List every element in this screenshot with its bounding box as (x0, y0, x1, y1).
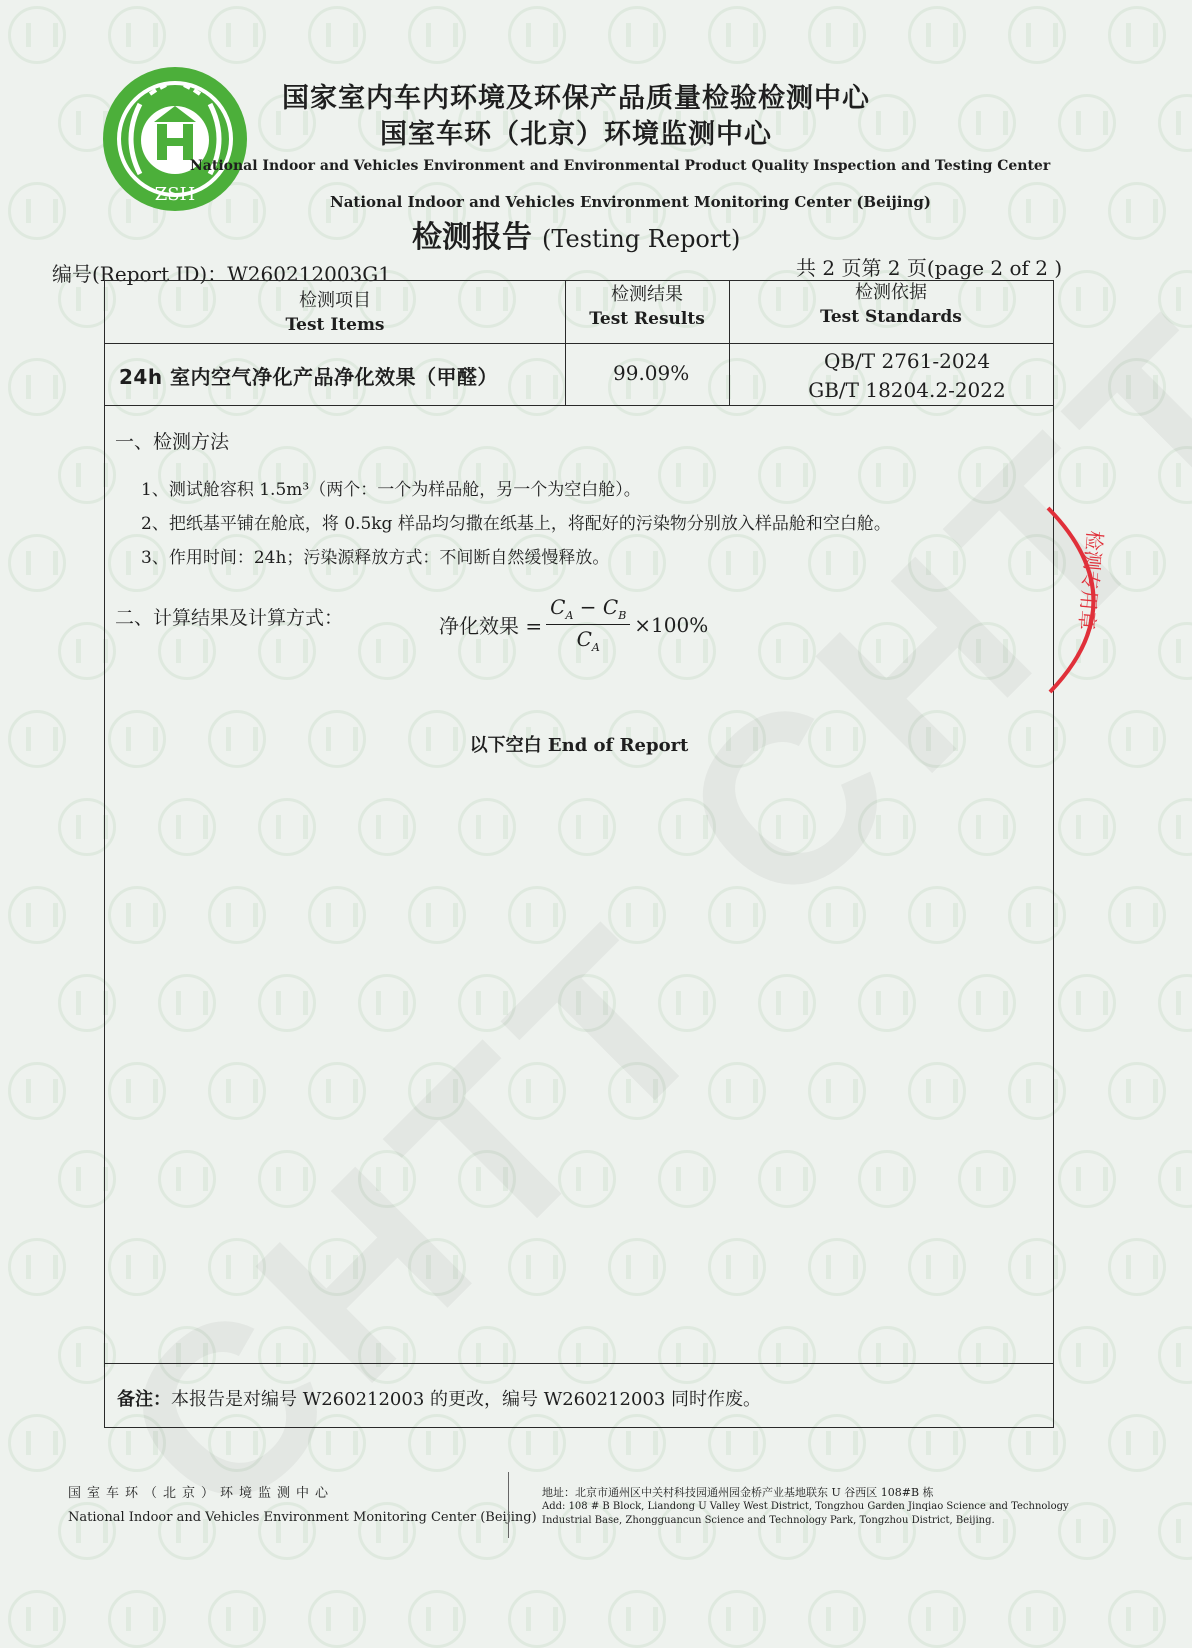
watermark-seal-icon (708, 1590, 766, 1648)
watermark-seal-icon (108, 1590, 166, 1648)
footer-address-en: Add: 108 # B Block, Liandong U Valley West District, Tongzhou Garden Jinqiao Science and Technology Industrial Base, Zhongguancun Science and Technology Park, Tongzhou District, Beijing. (542, 1501, 1069, 1526)
watermark-seal-icon (1058, 94, 1116, 152)
watermark-seal-icon (908, 1590, 966, 1648)
watermark-seal-icon (1058, 1150, 1116, 1208)
watermark-seal-icon (8, 358, 66, 416)
header-label-cn: 检测项目 (299, 290, 371, 311)
watermark-seal-icon (1158, 446, 1192, 504)
watermark-seal-icon (1058, 974, 1116, 1032)
inspection-seal (1038, 500, 1124, 700)
watermark-seal-icon (908, 182, 966, 240)
formula-denominator (577, 625, 600, 654)
watermark-seal-icon (808, 1590, 866, 1648)
header-label-cn: 检测依据 (855, 282, 927, 303)
watermark-seal-icon (1158, 622, 1192, 680)
formula-fraction (546, 595, 630, 654)
watermark-seal-icon (8, 886, 66, 944)
watermark-seal-icon (508, 1590, 566, 1648)
watermark-seal-icon (308, 6, 366, 64)
footer-address-cn: 地址：北京市通州区中关村科技园通州园金桥产业基地联东 U 谷西区 108#B 栋 (542, 1486, 934, 1499)
formula-label: 净化效果 = (439, 614, 543, 638)
watermark-seal-icon (8, 534, 66, 592)
formula-symbol: C (602, 595, 619, 619)
watermark-seal-icon (208, 6, 266, 64)
watermark-seal-icon (1058, 1326, 1116, 1384)
remark-label: 备注： (117, 1389, 171, 1410)
watermark-seal-icon (8, 1062, 66, 1120)
watermark-seal-icon (608, 6, 666, 64)
report-body (104, 280, 1054, 1428)
method-line-2: 2、把纸基平铺在舱底，将 0.5kg 样品均匀撒在纸基上，将配好的污染物分别放入样品舱和空白舱。 (141, 514, 891, 534)
watermark-seal-icon (1008, 1590, 1066, 1648)
watermark-seal-icon (1008, 182, 1066, 240)
header-test-results (565, 283, 729, 331)
watermark-seal-icon (1158, 94, 1192, 152)
header-label-en: Test Results (589, 309, 705, 329)
watermark-seal-icon (408, 6, 466, 64)
formula-symbol: C (550, 595, 566, 619)
watermark-seal-icon (1058, 446, 1116, 504)
header-label-cn: 检测结果 (611, 284, 683, 305)
formula-subscript: A (565, 609, 574, 622)
svg-text:检测专用章: 检测专用章 (1074, 529, 1107, 632)
report-title-cn: 检测报告 (412, 220, 532, 255)
watermark-seal-icon (908, 6, 966, 64)
watermark-seal-icon (1108, 886, 1166, 944)
method-line-1: 1、测试舱容积 1.5m³（两个：一个为样品舱，另一个为空白舱）。 (141, 480, 641, 500)
watermark-seal-icon (1058, 798, 1116, 856)
purification-formula (439, 595, 708, 654)
watermark-seal-icon (958, 94, 1016, 152)
header-test-standards (729, 281, 1053, 329)
watermark-seal-icon (1158, 270, 1192, 328)
calc-heading: 二、计算结果及计算方式： (115, 607, 344, 629)
watermark-seal-icon (1008, 6, 1066, 64)
watermark-seal-icon (1158, 1326, 1192, 1384)
watermark-seal-icon (8, 182, 66, 240)
watermark-seal-icon (1158, 974, 1192, 1032)
method-heading: 一、检测方法 (115, 431, 230, 453)
org-name-cn-beijing: 国室车环（北京）环境监测中心 (380, 119, 772, 150)
watermark-seal-icon (1108, 1590, 1166, 1648)
watermark-seal-icon (1108, 182, 1166, 240)
footer-org-cn: 国室车环（北京）环境监测中心 (68, 1486, 335, 1501)
table-divider (105, 405, 1053, 406)
page-info: 共 2 页第 2 页(page 2 of 2 ) (796, 256, 1063, 280)
header-test-items (105, 289, 565, 337)
org-name-cn: 国家室内车内环境及环保产品质量检验检测中心 (282, 83, 870, 114)
report-title-en: (Testing Report) (542, 225, 741, 253)
watermark-seal-icon (1108, 710, 1166, 768)
test-standard-1: QB/T 2761-2024 (823, 349, 991, 373)
formula-minus: − (573, 595, 603, 619)
formula-symbol: C (576, 627, 592, 651)
test-result-value: 99.09% (613, 361, 690, 385)
table-divider (105, 343, 1053, 344)
watermark-seal-icon (108, 6, 166, 64)
formula-numerator (546, 595, 630, 625)
watermark-seal-icon (808, 6, 866, 64)
watermark-seal-icon (1108, 1062, 1166, 1120)
watermark-seal-icon (408, 1590, 466, 1648)
watermark-seal-icon (1158, 1150, 1192, 1208)
report-id: 编号(Report ID)：W260212003G1 (52, 262, 392, 286)
test-standard-2: GB/T 18204.2-2022 (808, 378, 1006, 402)
formula-subscript: B (618, 609, 627, 622)
watermark-seal-icon (8, 6, 66, 64)
watermark-seal-icon (308, 182, 366, 240)
watermark-seal-icon (208, 1590, 266, 1648)
watermark-seal-icon (8, 1590, 66, 1648)
report-title (412, 212, 740, 256)
watermark-seal-icon (1108, 6, 1166, 64)
watermark-seal-icon (8, 710, 66, 768)
method-line-3: 3、作用时间：24h；污染源释放方式：不间断自然缓慢释放。 (141, 548, 610, 568)
end-of-report: 以下空白 End of Report (469, 735, 689, 756)
watermark-seal-icon (1158, 798, 1192, 856)
test-standard-values (785, 347, 1029, 405)
watermark-seal-icon (8, 1414, 66, 1472)
watermark-seal-icon (1058, 270, 1116, 328)
watermark-seal-icon (8, 1238, 66, 1296)
watermark-seal-icon (1158, 1502, 1192, 1560)
watermark-seal-icon (708, 6, 766, 64)
remark-divider (105, 1363, 1053, 1364)
watermark-seal-icon (808, 182, 866, 240)
watermark-seal-icon (308, 1590, 366, 1648)
remark (117, 1385, 761, 1411)
watermark-seal-icon (508, 6, 566, 64)
header-label-en: Test Standards (820, 307, 962, 327)
footer-divider (508, 1472, 509, 1538)
org-name-en-beijing: National Indoor and Vehicles Environment Monitoring Center (Beijing) (330, 193, 931, 211)
svg-text:ZSH: ZSH (154, 184, 196, 205)
formula-subscript: A (591, 641, 600, 654)
watermark-seal-icon (1108, 358, 1166, 416)
org-name-en: National Indoor and Vehicles Environment and Environmental Product Quality Inspection and Testing Center (190, 158, 1051, 174)
remark-text: 本报告是对编号 W260212003 的更改，编号 W260212003 同时作废。 (171, 1389, 762, 1410)
test-item-value: 24h 室内空气净化产品净化效果（甲醛） (119, 365, 499, 389)
formula-multiplier: ×100% (634, 612, 709, 637)
watermark-seal-icon (608, 1590, 666, 1648)
header-label-en: Test Items (285, 315, 385, 335)
watermark-seal-icon (1108, 1414, 1166, 1472)
zsh-logo (100, 64, 250, 214)
footer-org-en: National Indoor and Vehicles Environment Monitoring Center (Beijing) (68, 1510, 537, 1525)
watermark-seal-icon (1108, 1238, 1166, 1296)
